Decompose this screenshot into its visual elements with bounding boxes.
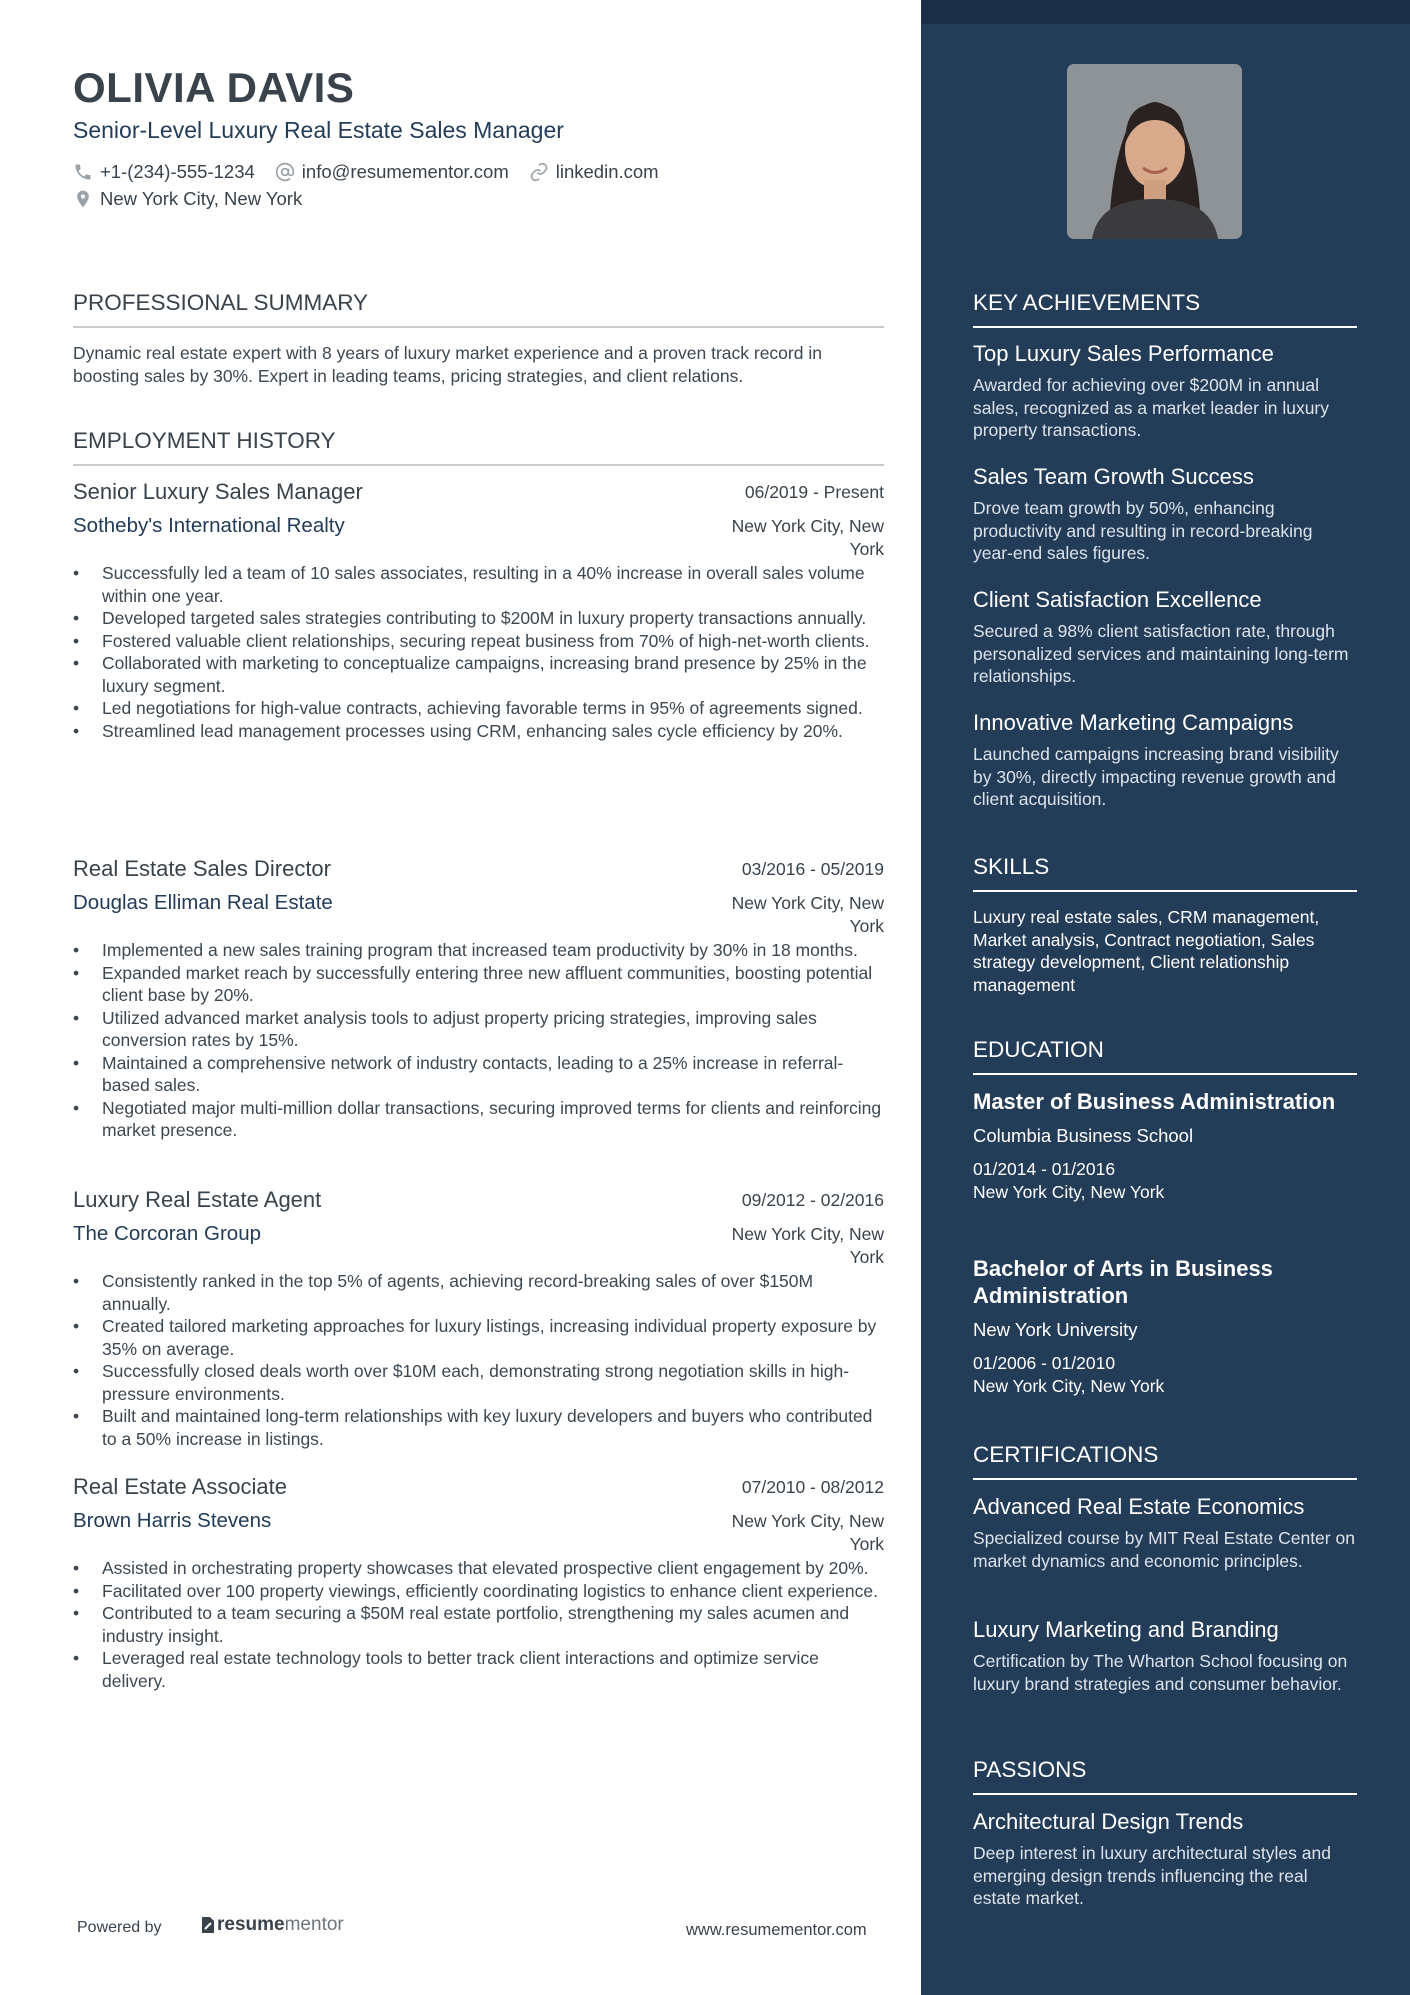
education-degree: Master of Business Administration bbox=[973, 1089, 1336, 1114]
job-company: Douglas Elliman Real Estate bbox=[73, 891, 333, 914]
achievement-title: Sales Team Growth Success bbox=[973, 464, 1254, 489]
sidebar-top-bar bbox=[921, 0, 1410, 24]
location-pin-icon bbox=[73, 189, 93, 209]
bullet: • Fostered valuable client relationships, securing repeat business from 70% of high-net-worth clients. bbox=[73, 630, 884, 653]
job-location: New York City, New York bbox=[731, 516, 884, 559]
certification-item bbox=[973, 1493, 1357, 1572]
job-bullets bbox=[73, 562, 884, 742]
linkedin-contact[interactable] bbox=[529, 161, 659, 183]
bullet: • Led negotiations for high-value contracts, achieving favorable terms in 95% of agreements signed. bbox=[73, 697, 884, 720]
job-location: New York City, New York bbox=[731, 893, 884, 936]
achievement-item bbox=[973, 463, 1357, 565]
job-location: New York City, New York bbox=[731, 1511, 884, 1554]
job-dates: 03/2016 - 05/2019 bbox=[741, 859, 884, 879]
bullet: • Consistently ranked in the top 5% of agents, achieving record-breaking sales of over $150M annually. bbox=[73, 1270, 884, 1315]
job-company: The Corcoran Group bbox=[73, 1222, 262, 1245]
bullet: • Successfully led a team of 10 sales associates, resulting in a 40% increase in overall sales volume within one year. bbox=[73, 562, 884, 607]
footer-url[interactable]: www.resumementor.com bbox=[686, 1921, 867, 1939]
job-company: Sotheby's International Realty bbox=[73, 514, 345, 537]
education-item bbox=[973, 1255, 1357, 1397]
passion-desc: Deep interest in luxury architectural styles and emerging design trends influencing the real estate market. bbox=[973, 1843, 1331, 1908]
link-icon bbox=[529, 162, 549, 182]
education-school: Columbia Business School bbox=[973, 1125, 1194, 1146]
education-dates: 01/2006 - 01/2010 bbox=[973, 1353, 1116, 1373]
certification-title: Advanced Real Estate Economics bbox=[973, 1494, 1305, 1519]
bullet: • Successfully closed deals worth over $10M each, demonstrating strong negotiation skills in high-pressure environments. bbox=[73, 1360, 884, 1405]
email-text[interactable]: info@resumementor.com bbox=[301, 161, 509, 182]
achievement-desc: Launched campaigns increasing brand visibility by 30%, directly impacting revenue growth and client acquisition. bbox=[973, 744, 1339, 809]
job-location: New York City, New York bbox=[731, 1224, 884, 1267]
bullet: • Developed targeted sales strategies contributing to $200M in luxury property transactions annually. bbox=[73, 607, 884, 630]
linkedin-text[interactable]: linkedin.com bbox=[555, 161, 659, 182]
bullet: • Built and maintained long-term relationships with key luxury developers and buyers who contributed to a 50% increase in listings. bbox=[73, 1405, 884, 1450]
achievements-heading: KEY ACHIEVEMENTS bbox=[973, 290, 1357, 328]
passion-title: Architectural Design Trends bbox=[973, 1809, 1244, 1834]
resumementor-logo[interactable] bbox=[199, 1914, 344, 1936]
phone-icon bbox=[73, 162, 93, 182]
achievement-desc: Awarded for achieving over $200M in annual sales, recognized as a market leader in luxury property transactions. bbox=[973, 375, 1330, 440]
sidebar bbox=[921, 0, 1410, 1995]
job-entry bbox=[73, 856, 884, 1142]
location-contact bbox=[73, 188, 302, 210]
job-bullets bbox=[73, 939, 884, 1142]
achievement-title: Innovative Marketing Campaigns bbox=[973, 710, 1294, 735]
resumementor-logo-icon bbox=[199, 1915, 217, 1935]
bullet: • Contributed to a team securing a $50M real estate portfolio, strengthening my sales acumen and industry insight. bbox=[73, 1602, 884, 1647]
job-dates: 07/2010 - 08/2012 bbox=[741, 1477, 884, 1497]
job-company: Brown Harris Stevens bbox=[73, 1509, 272, 1532]
education-heading: EDUCATION bbox=[973, 1037, 1357, 1075]
candidate-title: Senior-Level Luxury Real Estate Sales Manager bbox=[73, 117, 564, 143]
profile-photo bbox=[1067, 64, 1242, 239]
achievement-title: Client Satisfaction Excellence bbox=[973, 587, 1262, 612]
at-icon bbox=[275, 162, 295, 182]
bullet: • Assisted in orchestrating property showcases that elevated prospective client engagement by 20%. bbox=[73, 1557, 884, 1580]
job-entry bbox=[73, 1474, 884, 1692]
phone-contact bbox=[73, 161, 255, 183]
employment-heading: EMPLOYMENT HISTORY bbox=[73, 428, 884, 466]
education-degree: Bachelor of Arts in Business Administration bbox=[973, 1256, 1273, 1308]
certification-item bbox=[973, 1616, 1357, 1695]
email-contact[interactable] bbox=[275, 161, 509, 183]
certification-title: Luxury Marketing and Branding bbox=[973, 1617, 1279, 1642]
bullet: • Leveraged real estate technology tools to better track client interactions and optimize service delivery. bbox=[73, 1647, 884, 1692]
achievement-item bbox=[973, 586, 1357, 688]
job-dates: 06/2019 - Present bbox=[744, 482, 884, 502]
bullet: • Expanded market reach by successfully entering three new affluent communities, boosting potential client base by 20%. bbox=[73, 962, 884, 1007]
candidate-name: OLIVIA DAVIS bbox=[73, 64, 355, 111]
education-location: New York City, New York bbox=[973, 1181, 1165, 1202]
job-entry bbox=[73, 479, 884, 742]
job-role: Real Estate Sales Director bbox=[73, 856, 331, 881]
location-text: New York City, New York bbox=[100, 188, 303, 209]
bullet: • Facilitated over 100 property viewings, efficiently coordinating logistics to enhance client experience. bbox=[73, 1580, 884, 1603]
location-row bbox=[73, 188, 322, 210]
achievement-item bbox=[973, 709, 1357, 811]
contact-row bbox=[73, 161, 679, 183]
job-entry bbox=[73, 1187, 884, 1450]
bullet: • Implemented a new sales training program that increased team productivity by 30% in 18 months. bbox=[73, 939, 884, 962]
achievement-item bbox=[973, 340, 1357, 442]
bullet: • Streamlined lead management processes using CRM, enhancing sales cycle efficiency by 20%. bbox=[73, 720, 884, 743]
education-school: New York University bbox=[973, 1319, 1138, 1340]
certification-desc: Certification by The Wharton School focusing on luxury brand strategies and consumer behavior. bbox=[973, 1651, 1348, 1694]
job-role: Luxury Real Estate Agent bbox=[73, 1187, 322, 1212]
education-dates: 01/2014 - 01/2016 bbox=[973, 1159, 1116, 1179]
job-bullets bbox=[73, 1270, 884, 1450]
skills-heading: SKILLS bbox=[973, 854, 1357, 892]
certification-desc: Specialized course by MIT Real Estate Center on market dynamics and economic principles. bbox=[973, 1528, 1355, 1571]
logo-text-light: mentor bbox=[284, 1914, 344, 1935]
job-role: Real Estate Associate bbox=[73, 1474, 288, 1499]
powered-by-label: Powered by bbox=[77, 1919, 162, 1936]
achievement-desc: Drove team growth by 50%, enhancing productivity and resulting in record-breaking year-end sales figures. bbox=[973, 498, 1313, 563]
job-bullets bbox=[73, 1557, 884, 1692]
bullet: • Utilized advanced market analysis tools to adjust property pricing strategies, improving sales conversion rates by 15%. bbox=[73, 1007, 884, 1052]
summary-text: Dynamic real estate expert with 8 years of luxury market experience and a proven track record in boosting sales by 30%. Expert in leading teams, pricing strategies, and client relations. bbox=[73, 343, 822, 386]
phone-text: +1-(234)-555-1234 bbox=[100, 161, 255, 182]
skills-text: Luxury real estate sales, CRM management, Market analysis, Contract negotiation, Sales strategy development, Client relationship management bbox=[973, 907, 1320, 995]
bullet: • Created tailored marketing approaches for luxury listings, increasing individual property exposure by 35% on average. bbox=[73, 1315, 884, 1360]
education-item bbox=[973, 1088, 1357, 1203]
passion-item bbox=[973, 1808, 1357, 1910]
education-location: New York City, New York bbox=[973, 1375, 1165, 1396]
logo-text-bold: resume bbox=[217, 1914, 285, 1935]
bullet: • Maintained a comprehensive network of industry contacts, leading to a 25% increase in referral-based sales. bbox=[73, 1052, 884, 1097]
job-role: Senior Luxury Sales Manager bbox=[73, 479, 363, 504]
bullet: • Collaborated with marketing to conceptualize campaigns, increasing brand presence by 25% in the luxury segment. bbox=[73, 652, 884, 697]
job-dates: 09/2012 - 02/2016 bbox=[741, 1190, 884, 1210]
achievement-desc: Secured a 98% client satisfaction rate, through personalized services and maintaining long-term relationships. bbox=[973, 621, 1349, 686]
achievement-title: Top Luxury Sales Performance bbox=[973, 341, 1274, 366]
bullet: • Negotiated major multi-million dollar transactions, securing improved terms for clients and reinforcing market presence. bbox=[73, 1097, 884, 1142]
certifications-heading: CERTIFICATIONS bbox=[973, 1442, 1357, 1480]
portrait-image bbox=[1067, 64, 1242, 239]
passions-heading: PASSIONS bbox=[973, 1757, 1357, 1795]
summary-heading: PROFESSIONAL SUMMARY bbox=[73, 290, 884, 328]
